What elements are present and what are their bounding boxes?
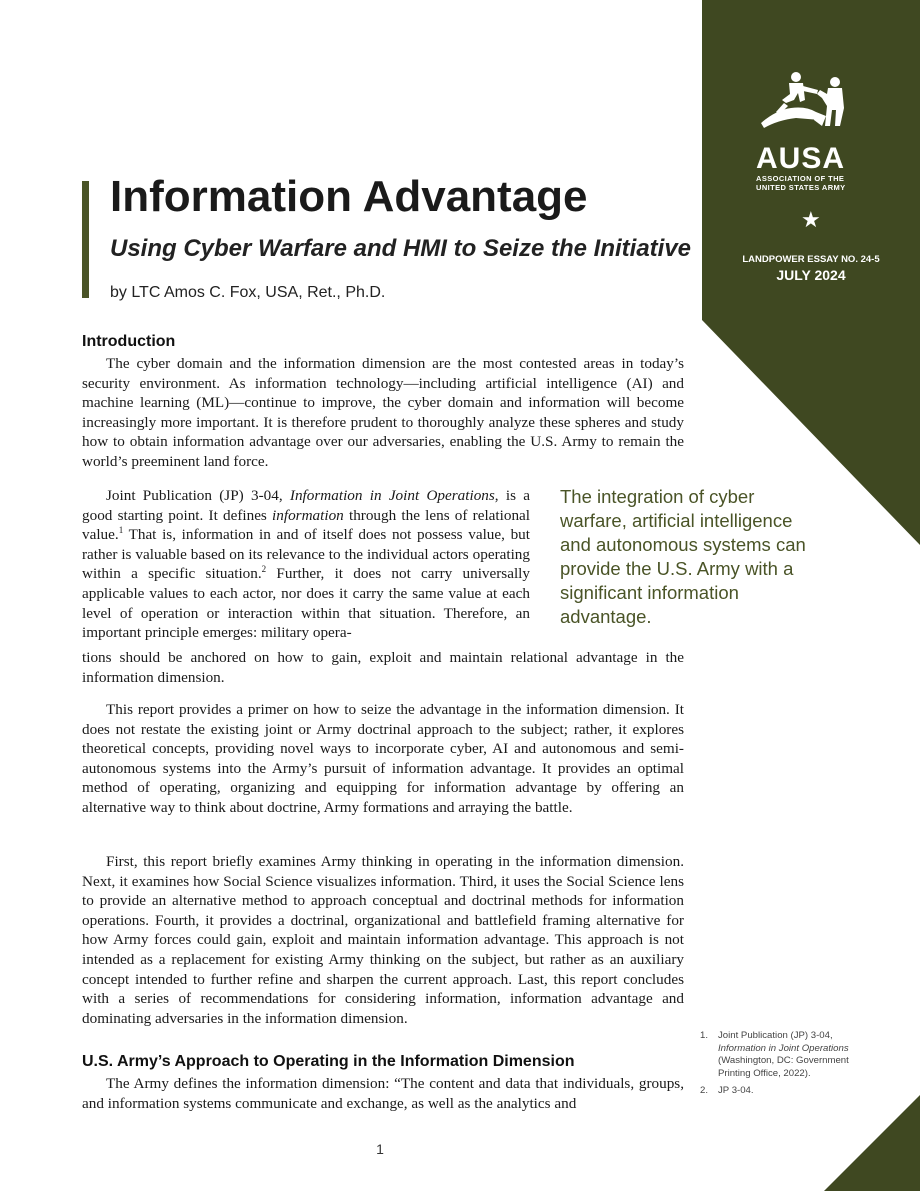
title-accent-bar [82, 181, 89, 298]
brand-subtitle-line1: ASSOCIATION OF THE [756, 174, 845, 183]
intro-p2-d: That is, information in and of itself does not possess value, but rather is valuable based on its relevance to the individual actors operating within a specific situation. [82, 526, 530, 583]
intro-p2-italic1: Information in Joint Operations [289, 487, 495, 504]
soldiers-climbing-icon [756, 68, 866, 148]
page-number: 1 [376, 1141, 384, 1157]
footnote-number: 2. [700, 1085, 709, 1097]
intro-p2-italic2: information [272, 506, 344, 524]
intro-paragraph-4: First, this report briefly examines Army thinking in operating in the information dimension. Next, it examines how Social Science visualizes information. Third, it uses the Social Science lens to provide an alternative method to approach conceptual and doctrinal methods for information operations. Fourth, it provides a doctrinal, organizational and battlefield framing alternative for how Army forces could gain, exploit and maintain information advantage. This approach is not intended as a replacement for existing Army thinking on the subject, but rather as an auxiliary concept intended to further refine and sharpen the current approach. Last, this report concludes with a series of recommendations for considering information, information advantage and dominating adversaries in the information dimension. [82, 853, 684, 1027]
army-section-heading: U.S. Army’s Approach to Operating in the Information Dimension [82, 1053, 575, 1070]
footnote-text-a: Joint Publication (JP) 3-04, [718, 1030, 833, 1041]
footnote-ref-2[interactable]: 2 [261, 564, 267, 575]
intro-p2-c: through the lens of relational value. [82, 506, 530, 544]
intro-paragraph-2 [82, 486, 530, 643]
brand-subtitle-line2: UNITED STATES ARMY [756, 183, 846, 192]
page-title: Information Advantage [110, 172, 588, 221]
footnotes [700, 1030, 850, 1103]
army-paragraph-1: The Army defines the information dimension: “The content and data that individuals, groups, and information systems communicate and exchange, as well as the analytics and [82, 1075, 684, 1112]
intro-paragraph-2-continued: tions should be anchored on how to gain, exploit and maintain relational advantage in the information dimension. [82, 649, 684, 686]
intro-paragraph-1: The cyber domain and the information dimension are the most contested areas in today’s security environment. As information technology—including artificial intelligence (AI) and machine learning (ML)—continue to improve, the cyber domain and information will become increasingly more important. It is therefore prudent to thoroughly analyze these spheres and study how to obtain information advantage over our adversaries, enabling the U.S. Army to remain the world’s preeminent land force. [82, 355, 684, 470]
brand-subtitle [756, 174, 868, 192]
intro-p2-a: Joint Publication (JP) 3-04, [106, 487, 290, 504]
bottom-corner-triangle [820, 1095, 920, 1191]
page-subtitle: Using Cyber Warfare and HMI to Seize the Initiative [110, 235, 692, 262]
footnote-text [718, 1030, 850, 1080]
intro-p2-e: Further, it does not carry universally applicable values to each actor, nor does it carry the same value at each level of operation or interaction within that situation. Therefore, an important principle emerges: military opera- [82, 565, 530, 642]
pull-quote: The integration of cyber warfare, artificial intelligence and autonomous systems can provide the U.S. Army with a significant information advantage. [560, 486, 806, 627]
footnote-ref-1[interactable]: 1 [118, 525, 124, 536]
intro-paragraph-3: This report provides a primer on how to seize the advantage in the information dimension. It does not restate the existing joint or Army doctrinal approach to the subject; rather, it explores theoretical concepts, providing novel ways to incorporate cyber, AI and autonomous and semi-autonomous systems into the Army’s pursuit of information advantage. It provides an optimal method of operating, organizing and equipping for information advantage by offering an alternative way to think about doctrine, Army formations and arraying the battle. [82, 701, 684, 816]
footnote-text-a: JP 3-04. [718, 1085, 754, 1097]
footnote-text-b: (Washington, DC: Government Printing Office, 2022). [718, 1055, 849, 1079]
intro-p2-b: , is a good starting point. It defines [82, 487, 530, 524]
footnote-text-italic: Information in Joint Operations [718, 1042, 849, 1054]
byline: by LTC Amos C. Fox, USA, Ret., Ph.D. [110, 284, 386, 301]
footnote-1 [700, 1030, 850, 1080]
footnote-number: 1. [700, 1030, 709, 1041]
essay-number: LANDPOWER ESSAY NO. 24-5 [742, 254, 880, 265]
star-icon: ★ [801, 208, 821, 233]
footnote-text [718, 1085, 754, 1098]
intro-heading: Introduction [82, 333, 176, 350]
essay-date: JULY 2024 [776, 267, 846, 283]
brand-name: AUSA [756, 142, 846, 175]
